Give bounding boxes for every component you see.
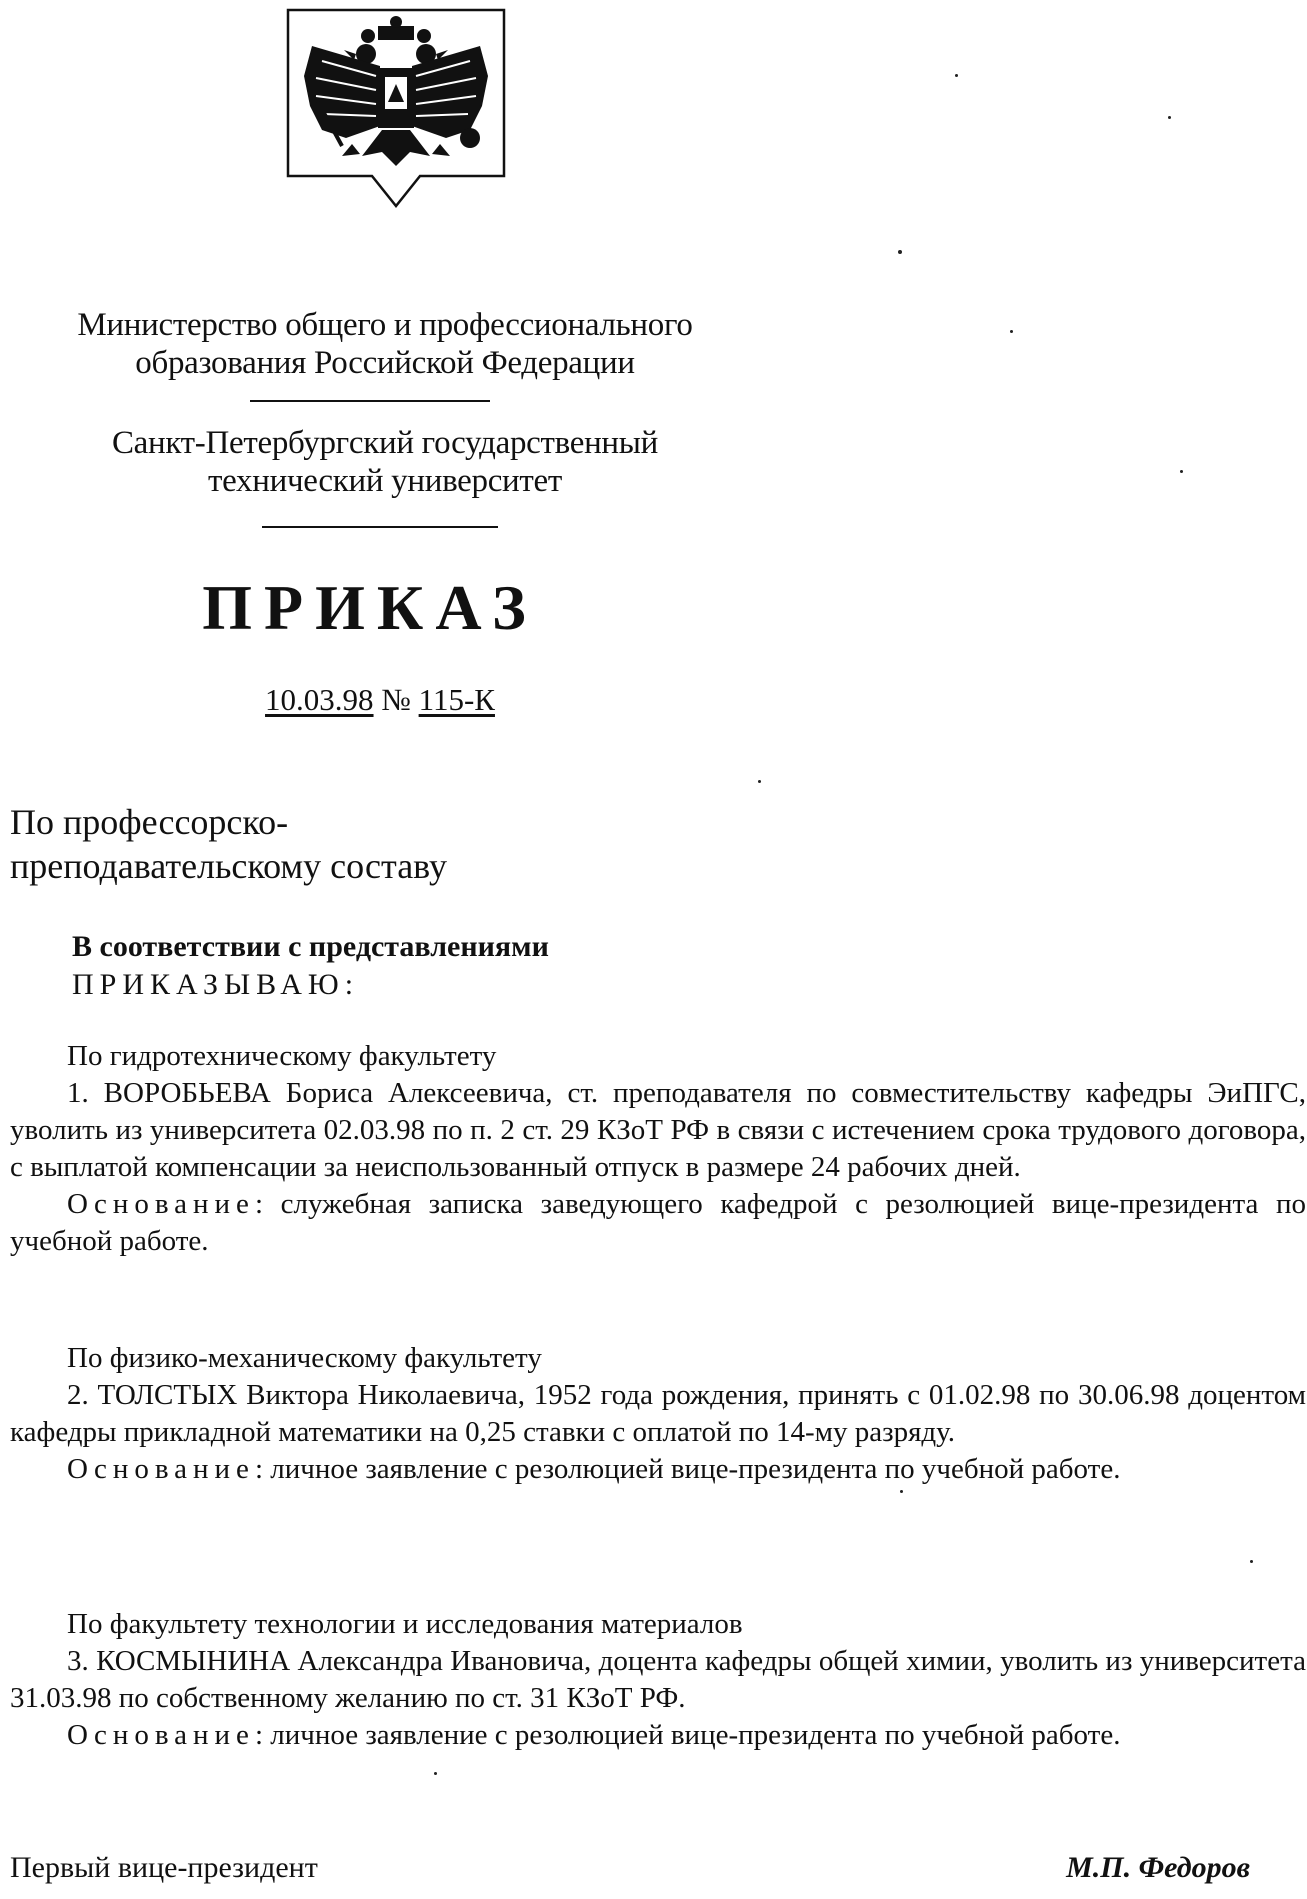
- number-sign: №: [381, 682, 411, 717]
- university-line-2: технический университет: [207, 463, 563, 499]
- order-basis: [10, 1186, 1306, 1260]
- order-item: 3. КОСМЫНИНА Александра Ивановича, доцента кафедры общей химии, уволить из университета 31.03.98 по собственному желанию по ст. 31 КЗоТ РФ.: [10, 1645, 1306, 1714]
- ministry-line-1: Министерство общего и профессионального: [77, 307, 693, 343]
- header-divider-2: [262, 526, 498, 528]
- scan-speck: [758, 780, 761, 783]
- order-section: [10, 1340, 1306, 1488]
- signature-block: [10, 1848, 1300, 1888]
- order-item: 1. ВОРОБЬЕВА Бориса Алексеевича, ст. преподавателя по совместительству кафедры ЭиПГС, уволить из университета 02.03.98 по п. 2 ст. 29 КЗоТ РФ в связи с истечением срока трудового договора, с выплатой компенсации за неиспользованный отпуск в размере 24 рабочих дней.: [10, 1077, 1306, 1183]
- basis-text: : личное заявление с резолюцией вице-президента по учебной работе.: [254, 1453, 1121, 1485]
- basis-label: Основание: [67, 1453, 255, 1485]
- scan-speck: [1180, 470, 1183, 473]
- coat-of-arms-icon: [282, 6, 510, 238]
- basis-text: : личное заявление с резолюцией вице-президента по учебной работе.: [254, 1719, 1121, 1751]
- order-item: 2. ТОЛСТЫХ Виктора Николаевича, 1952 года рождения, принять с 01.02.98 по 30.06.98 доцентом кафедры прикладной математики на 0,25 ставки с оплатой по 14-му разряду.: [10, 1379, 1306, 1448]
- basis-label: Основание: [67, 1719, 255, 1751]
- scan-speck: [955, 74, 958, 77]
- scan-speck: [1010, 330, 1013, 333]
- university-line-1: Санкт-Петербургский государственный: [111, 425, 659, 461]
- scan-speck: [1168, 116, 1171, 119]
- order-section: [10, 1606, 1306, 1754]
- scan-speck: [434, 1772, 437, 1775]
- order-subject: [10, 800, 630, 888]
- header-divider: [250, 400, 490, 402]
- signatory-name: М.П. Федоров: [1066, 1851, 1250, 1884]
- subject-line-2: преподавательскому составу: [10, 846, 447, 886]
- order-section: [10, 1038, 1306, 1260]
- basis-label: Основание: [67, 1188, 255, 1220]
- subject-line-1: По профессорско-: [10, 802, 289, 842]
- university-name: [10, 424, 760, 500]
- faculty-heading: По гидротехническому факультету: [67, 1040, 497, 1072]
- order-date-number: [200, 680, 560, 720]
- ministry-line-2: образования Российской Федерации: [135, 345, 635, 381]
- order-basis: [10, 1451, 1306, 1488]
- signatory-position: Первый вице-президент: [10, 1851, 318, 1884]
- document-title: ПРИКАЗ: [202, 572, 538, 643]
- faculty-heading: По физико-механическому факультету: [67, 1342, 542, 1374]
- scan-speck: [1250, 1560, 1253, 1563]
- basis-text: : служебная записка заведующего кафедрой с резолюцией вице-президента по учебной работе.: [10, 1188, 1306, 1257]
- scan-speck: [898, 250, 902, 254]
- order-intro: [72, 928, 972, 1004]
- scan-speck: [900, 1490, 903, 1493]
- faculty-heading: По факультету технологии и исследования материалов: [67, 1608, 743, 1640]
- intro-basis: В соответствии с представлениями: [72, 930, 549, 963]
- ministry-name: [10, 306, 760, 382]
- order-number: 115-К: [418, 682, 495, 717]
- order-basis: [10, 1717, 1306, 1754]
- order-date: 10.03.98: [265, 682, 374, 717]
- intro-order-word: ПРИКАЗЫВАЮ:: [72, 968, 360, 1001]
